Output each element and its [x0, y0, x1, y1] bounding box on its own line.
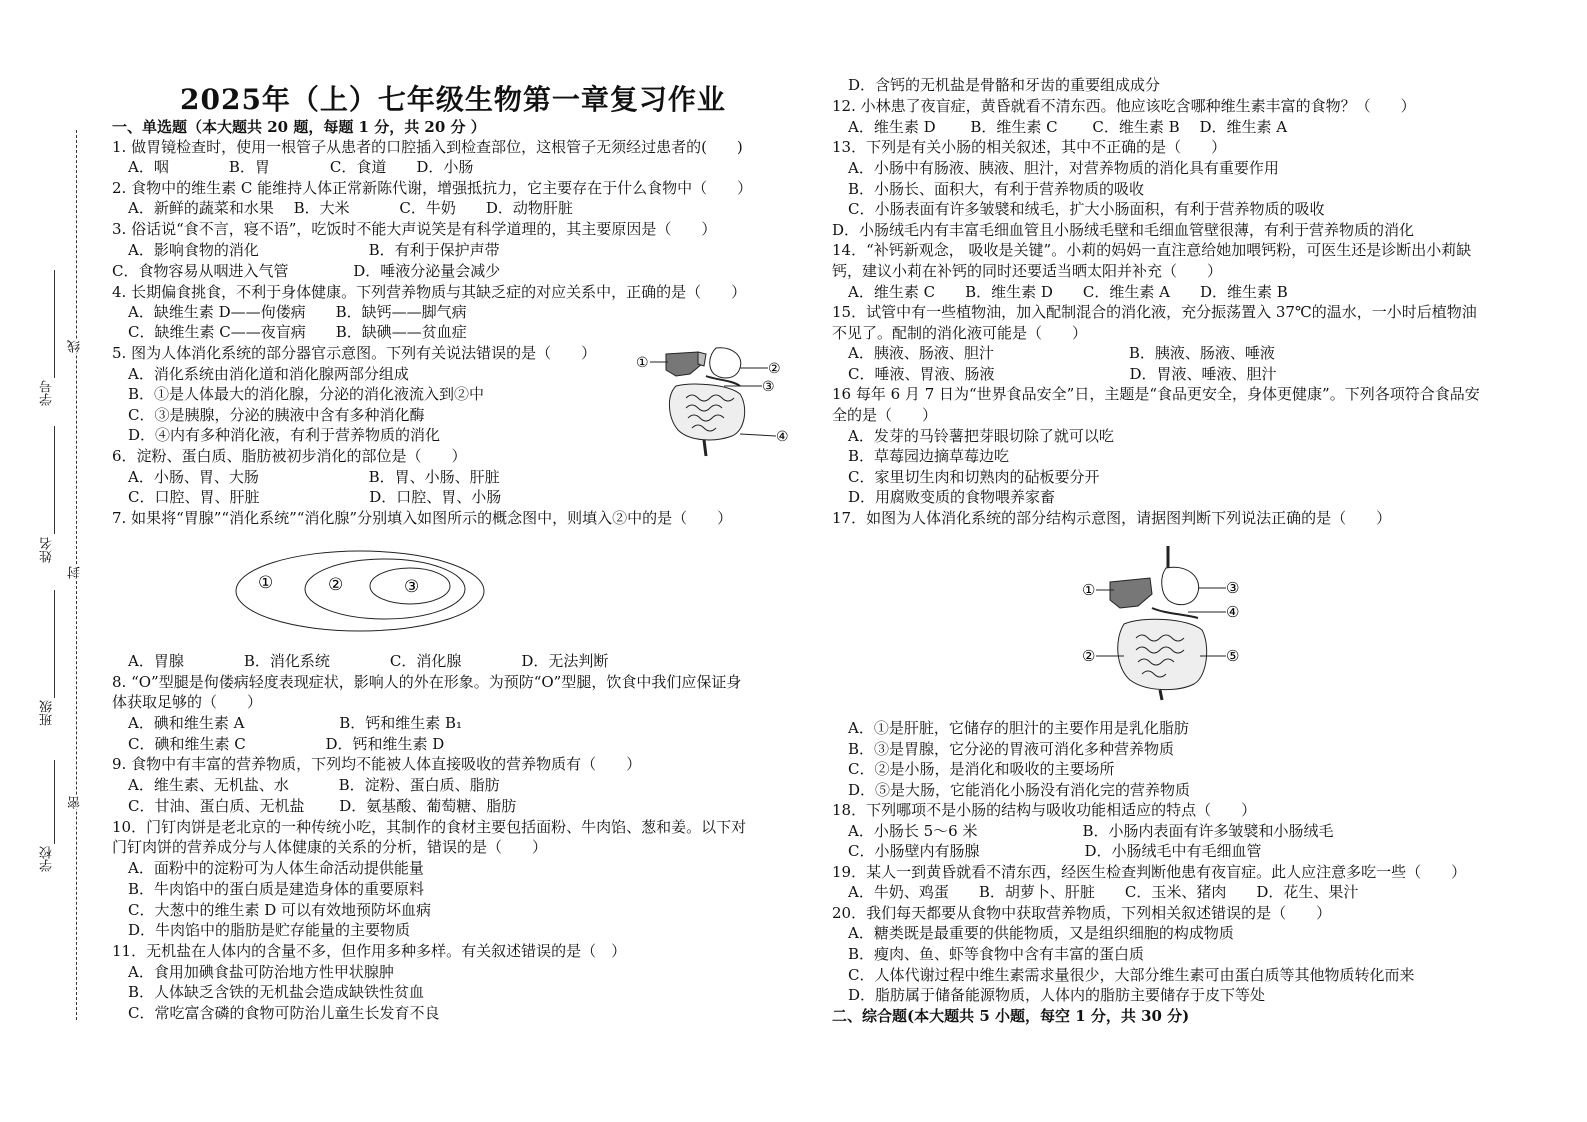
right-line: 17．如图为人体消化系统的部分结构示意图，请据图判断下列说法正确的是（ ）: [832, 509, 1392, 527]
right-line: C．小肠壁内有肠腺 D．小肠绒毛中有毛细血管: [848, 842, 1262, 860]
q5-figure-label-2: ②: [768, 361, 781, 377]
left-line: C．大葱中的维生素 D 可以有效地预防坏血病: [128, 901, 432, 919]
right-line: D．用腐败变质的食物喂养家畜: [848, 488, 1056, 506]
left-line: A．食用加碘食盐可防治地方性甲状腺肿: [128, 963, 394, 981]
left-line: D．④内有多种消化液，有利于营养物质的消化: [128, 426, 441, 444]
right-line: 不见了。配制的消化液可能是（ ）: [832, 324, 1088, 342]
right-line: C．唾液、胃液、肠液 D．胃液、唾液、胆汁: [848, 365, 1277, 383]
margin-blank-class: [54, 590, 55, 698]
right-line: A．小肠中有肠液、胰液、胆汁，对营养物质的消化具有重要作用: [848, 159, 1279, 177]
left-line: 7. 如果将“胃腺”“消化系统”“消化腺”分别填入如图所示的概念图中，则填入②中的是（ ）: [112, 509, 733, 527]
left-line: A．影响食物的消化 B．有利于保护声带: [128, 241, 500, 259]
right-line: 二、综合题(本大题共 5 小题，每空 1 分，共 30 分): [832, 1007, 1190, 1025]
left-line: 8. “O”型腿是佝偻病轻度表现症状，影响人的外在形象。为预防“O”型腿，饮食中我们应保证身: [112, 673, 742, 691]
q17-figure-label-1: ①: [1082, 581, 1096, 599]
right-line: A．发芽的马铃薯把芽眼切除了就可以吃: [848, 427, 1114, 445]
seal-label-secret: 密: [68, 796, 83, 809]
right-line: A．牛奶、鸡蛋 B．胡萝卜、肝脏 C．玉米、猪肉 D．花生、果汁: [848, 883, 1359, 901]
left-line: C．甘油、蛋白质、无机盐 D．氨基酸、葡萄糖、脂肪: [128, 797, 517, 815]
right-line: D．脂肪属于储备能源物质，人体内的脂肪主要储存于皮下等处: [848, 986, 1266, 1004]
right-line: D．⑤是大肠，它能消化小肠没有消化完的营养物质: [848, 781, 1191, 799]
right-line: D．小肠绒毛内有丰富毛细血管且小肠绒毛壁和毛细血管壁很薄，有利于营养物质的消化: [832, 221, 1415, 239]
left-line: A．咽 B．胃 C．食道 D．小肠: [128, 158, 474, 176]
right-line: 16 每年 6 月 7 日为“世界食品安全”日，主题是“食品更安全，身体更健康”。下列各项符合食品安: [832, 385, 1480, 403]
right-line: 20．我们每天都要从食物中获取营养物质，下列相关叙述错误的是（ ）: [832, 904, 1332, 922]
q17-digestive-system-figure: [1080, 544, 1250, 704]
left-line: A．面粉中的淀粉可为人体生命活动提供能量: [128, 859, 424, 877]
left-line: A．胃腺 B．消化系统 C．消化腺 D．无法判断: [128, 652, 609, 670]
right-line: A．维生素 D B．维生素 C C．维生素 B D．维生素 A: [848, 118, 1288, 136]
q7-concept-diagram: [230, 546, 490, 636]
right-line: A．胰液、肠液、胆汁 B．胰液、肠液、唾液: [848, 344, 1275, 362]
right-line: 13．下列是有关小肠的相关叙述，其中不正确的是（ ）: [832, 138, 1227, 156]
left-line: A．缺维生素 D——佝偻病 B．缺钙——脚气病: [128, 303, 467, 321]
right-line: D．含钙的无机盐是骨骼和牙齿的重要组成成分: [848, 76, 1161, 94]
q17-figure-label-5: ⑤: [1226, 647, 1240, 665]
margin-label-name: 姓名: [40, 537, 55, 563]
right-line: 12. 小林患了夜盲症，黄昏就看不清东西。他应该吃含哪种维生素丰富的食物？（ ）: [832, 97, 1416, 115]
left-line: C．缺维生素 C——夜盲病 B．缺碘——贫血症: [128, 323, 467, 341]
right-line: A．糖类既是最重要的供能物质，又是组织细胞的构成物质: [848, 924, 1234, 942]
left-line: 4. 长期偏食挑食，不利于身体健康。下列营养物质与其缺乏症的对应关系中，正确的是（ ）: [112, 283, 747, 301]
right-line: 18．下列哪项不是小肠的结构与吸收功能相适应的特点（ ）: [832, 801, 1257, 819]
left-line: 6．淀粉、蛋白质、脂肪被初步消化的部位是（ ）: [112, 447, 467, 465]
left-line: 10．门钉肉饼是老北京的一种传统小吃，其制作的食材主要包括面粉、牛肉馅、葱和姜。以下对: [112, 818, 747, 836]
q7-concept-label-3: ③: [404, 577, 420, 597]
left-line: C．食物容易从咽进入气管 D．唾液分泌量会减少: [112, 262, 501, 280]
q5-figure-label-3: ③: [762, 379, 775, 395]
left-line: C．③是胰腺，分泌的胰液中含有多种消化酶: [128, 406, 425, 424]
left-line: A．维生素、无机盐、水 B．淀粉、蛋白质、脂肪: [128, 776, 500, 794]
left-line: C．常吃富含磷的食物可防治儿童生长发育不良: [128, 1004, 440, 1022]
left-line: B．牛肉馅中的蛋白质是建造身体的重要原料: [128, 880, 425, 898]
right-line: 钙，建议小莉在补钙的同时还要适当晒太阳并补充（ ）: [832, 262, 1223, 280]
left-line: 体获取足够的（ ）: [112, 693, 263, 711]
left-line: 9. 食物中有丰富的营养物质，下列均不能被人体直接吸收的营养物质有（ ）: [112, 755, 642, 773]
margin-blank-student-id: [54, 270, 55, 378]
page-title: 2025年（上）七年级生物第一章复习作业: [180, 83, 726, 116]
q5-figure-label-1: ①: [636, 355, 649, 371]
left-line: A．消化系统由消化道和消化腺两部分组成: [128, 365, 409, 383]
seal-label-line: 线: [68, 340, 83, 353]
q7-concept-label-1: ①: [258, 573, 274, 593]
right-line: A．维生素 C B．维生素 D C．维生素 A D．维生素 B: [848, 283, 1288, 301]
left-line: 2. 食物中的维生素 C 能维持人体正常新陈代谢，增强抵抗力，它主要存在于什么食物中（ ）: [112, 179, 753, 197]
left-line: D．牛肉馅中的脂肪是贮存能量的主要物质: [128, 921, 411, 939]
q5-figure-label-4: ④: [776, 429, 789, 445]
right-line: C．人体代谢过程中维生素需求量很少，大部分维生素可由蛋白质等其他物质转化而来: [848, 966, 1415, 984]
left-line: 5. 图为人体消化系统的部分器官示意图。下列有关说法错误的是（ ）: [112, 344, 597, 362]
right-line: 全的是（ ）: [832, 406, 938, 424]
right-line: B．小肠长、面积大，有利于营养物质的吸收: [848, 180, 1145, 198]
right-line: 15．试管中有一些植物油，加入配制混合的消化液，充分振荡置入 37℃的温水，一小时后植物油: [832, 303, 1477, 321]
right-line: A．①是肝脏，它储存的胆汁的主要作用是乳化脂肪: [848, 719, 1189, 737]
right-line: 19．某人一到黄昏就看不清东西，经医生检查判断他患有夜盲症。此人应注意多吃一些（ ）: [832, 863, 1467, 881]
q17-figure-label-3: ③: [1226, 579, 1240, 597]
left-line: 3. 俗话说“食不言，寝不语”，吃饭时不能大声说笑是有科学道理的，其主要原因是（ ）: [112, 220, 717, 238]
margin-blank-school: [54, 760, 55, 844]
right-line: B．瘦肉、鱼、虾等食物中含有丰富的蛋白质: [848, 945, 1145, 963]
q17-figure-label-4: ④: [1226, 603, 1240, 621]
right-line: C．家里切生肉和切熟肉的砧板要分开: [848, 468, 1100, 486]
margin-label-school: 学校: [40, 846, 55, 872]
left-line: 1. 做胃镜检查时，使用一根管子从患者的口腔插入到检查部位，这根管子无须经过患者的( ): [112, 138, 743, 156]
left-line: B．人体缺乏含铁的无机盐会造成缺铁性贫血: [128, 983, 425, 1001]
left-line: 11．无机盐在人体内的含量不多，但作用多种多样。有关叙述错误的是（ ）: [112, 942, 627, 960]
left-line: A．新鲜的蔬菜和水果 B．大米 C．牛奶 D．动物肝脏: [128, 199, 573, 217]
q17-figure-label-2: ②: [1082, 647, 1096, 665]
left-line: C．口腔、胃、肝脏 D．口腔、胃、小肠: [128, 488, 502, 506]
q5-digestive-system-figure: [636, 346, 796, 466]
left-line: C．碘和维生素 C D．钙和维生素 D: [128, 735, 445, 753]
left-line: 门钉肉饼的营养成分与人体健康的关系的分析，错误的是（ ）: [112, 838, 548, 856]
right-line: C．②是小肠，是消化和吸收的主要场所: [848, 760, 1115, 778]
margin-blank-name: [54, 426, 55, 534]
right-line: 14．“补钙新观念， 吸收是关键”。小莉的妈妈一直注意给她加喂钙粉，可医生还是诊断出小莉缺: [832, 241, 1472, 259]
left-line: B．①是人体最大的消化腺，分泌的消化液流入到②中: [128, 385, 485, 403]
q7-concept-label-2: ②: [328, 575, 344, 595]
right-line: B．草莓园边摘草莓边吃: [848, 447, 1010, 465]
left-line: A．碘和维生素 A B．钙和维生素 B₁: [128, 714, 463, 732]
left-line: 一、单选题（本大题共 20 题，每题 1 分，共 20 分 ）: [112, 118, 486, 136]
right-line: B．③是胃腺，它分泌的胃液可消化多种营养物质: [848, 740, 1175, 758]
left-line: A．小肠、胃、大肠 B．胃、小肠、肝脏: [128, 468, 500, 486]
seal-label-seal: 封: [68, 566, 83, 579]
margin-label-student-id: 学号: [40, 380, 55, 406]
right-line: A．小肠长 5～6 米 B．小肠内表面有许多皱襞和小肠绒毛: [848, 822, 1334, 840]
margin-label-class: 班级: [40, 700, 55, 726]
right-line: C．小肠表面有许多皱襞和绒毛，扩大小肠面积，有利于营养物质的吸收: [848, 200, 1325, 218]
